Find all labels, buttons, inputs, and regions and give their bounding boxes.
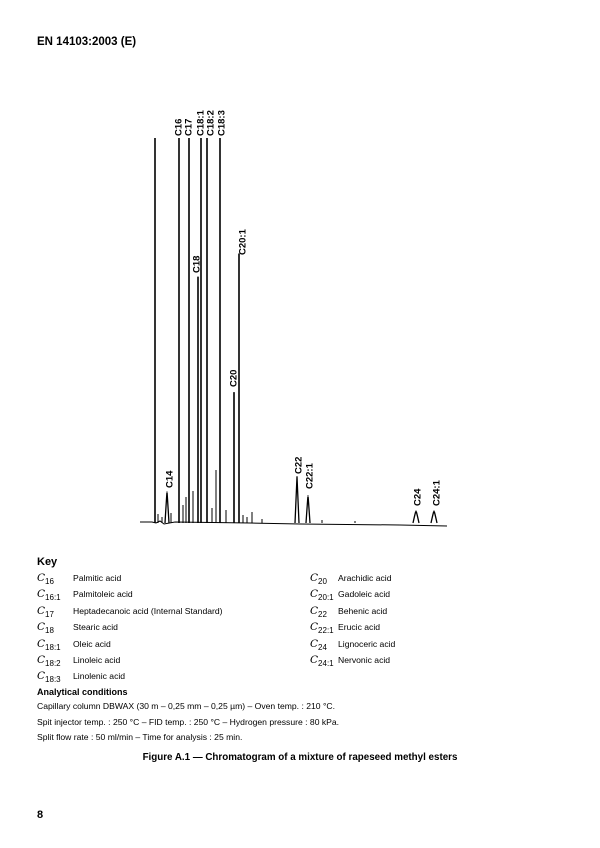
conditions-heading: Analytical conditions: [37, 687, 128, 697]
peak-label: C22: [293, 456, 305, 474]
key-symbol: $C_{22:1}$: [310, 621, 334, 636]
figure-caption: Figure A.1 — Chromatogram of a mixture of rapeseed methyl esters: [142, 752, 458, 763]
key-symbol: $C_{17}$: [37, 604, 54, 619]
peak-label: C14: [164, 470, 176, 488]
peak-c22: [295, 477, 299, 523]
document-header: EN 14103:2003 (E): [37, 36, 137, 48]
key-symbol: $C_{16}$: [37, 572, 54, 587]
peak-label: C18:1: [195, 110, 207, 136]
peak-label: C22:1: [304, 463, 316, 489]
key-name: Palmitic acid: [73, 573, 122, 583]
peak-c24-1: [431, 511, 437, 523]
key-symbol: $C_{18:2}$: [37, 653, 61, 669]
key-name: Arachidic acid: [338, 573, 392, 583]
condition-line: Capillary column DBWAX (30 m – 0,25 mm – 0,25 µm) – Oven temp. : 210 °C.: [37, 701, 335, 711]
peak-c24: [413, 511, 419, 523]
key-name: Nervonic acid: [338, 654, 391, 665]
key-symbol: $C_{22}$: [310, 604, 327, 619]
key-symbol: $C_{18:3}$: [37, 670, 61, 685]
key-name: Heptadecanoic acid (Internal Standard): [73, 605, 223, 616]
peak-label: C20: [228, 369, 240, 387]
key-name: Palmitoleic acid: [73, 589, 133, 600]
peak-label: C18:2: [205, 110, 217, 136]
key-name: Lignoceric acid: [338, 638, 396, 649]
key-symbol: $C_{18}$: [37, 621, 54, 636]
key-name: Oleic acid: [73, 638, 111, 649]
condition-line: Spit injector temp. : 250 °C – FID temp. : 250 °C – Hydrogen pressure : 80 kPa.: [37, 716, 340, 727]
peak-label: C17: [183, 118, 195, 136]
key-symbol: $C_{20}$: [310, 572, 327, 587]
key-symbol: $C_{16:1}$: [37, 588, 61, 603]
key-symbol: $C_{24:1}$: [310, 653, 334, 669]
peak-label: C16: [173, 118, 185, 136]
key-name: Gadoleic acid: [338, 589, 391, 600]
key-name: Stearic acid: [73, 622, 118, 633]
peak-label: C20:1: [237, 229, 249, 255]
page-number: 8: [37, 809, 44, 821]
peak-label: C24:1: [431, 480, 443, 506]
peak-label: C24: [412, 488, 424, 506]
key-symbol: $C_{24}$: [310, 637, 327, 652]
peak-label: C18:3: [216, 110, 228, 136]
key-name: Linoleic acid: [73, 654, 121, 665]
key-name: Behenic acid: [338, 605, 388, 616]
key-heading: Key: [37, 556, 58, 568]
peak-label: C18: [191, 255, 203, 273]
conditions-text: [37, 701, 339, 748]
peak-c14: [165, 492, 169, 523]
key-name: Erucic acid: [338, 622, 381, 633]
key-symbol: $C_{20:1}$: [310, 588, 334, 603]
condition-line: Split flow rate : 50 ml/min – Time for analysis : 25 min.: [37, 732, 243, 742]
key-name: Linolenic acid: [73, 671, 126, 682]
peak-c22-1: [306, 496, 310, 523]
key-symbol: $C_{18:1}$: [37, 637, 61, 652]
